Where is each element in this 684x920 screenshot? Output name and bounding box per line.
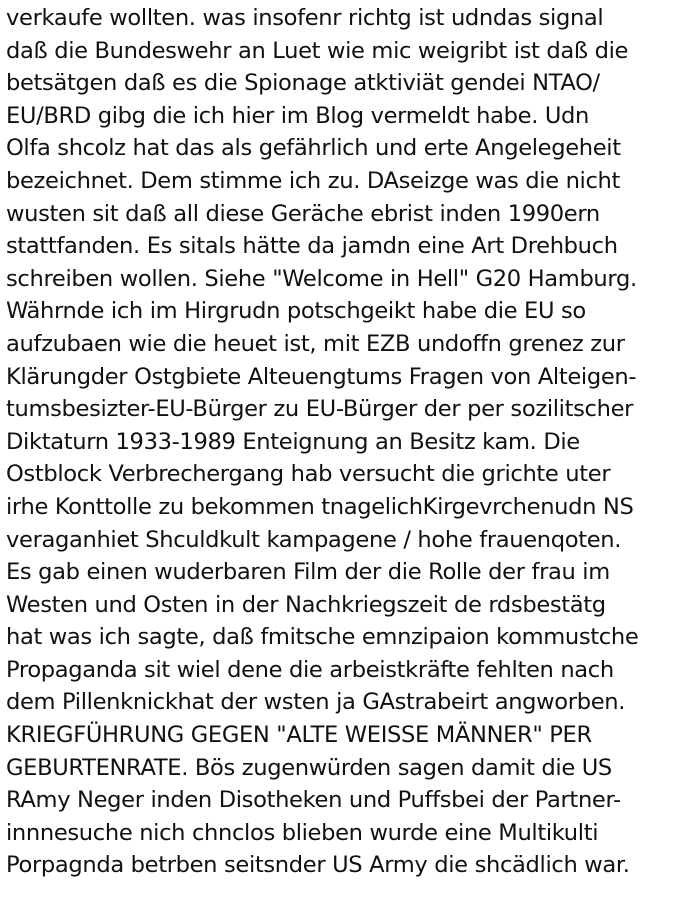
text-line: bezeichnet. Dem stimme ich zu. DAseizge was die nicht	[6, 167, 621, 194]
text-line: betsätgen daß es die Spionage atktiviät gendei NTAO/	[6, 70, 600, 97]
text-line: wusten sit daß all diese Geräche ebrist inden 1990ern	[6, 200, 600, 227]
text-line: Diktaturn 1933-1989 Enteignung an Besitz kam. Die	[6, 428, 580, 455]
text-line: aufzubaen wie die heuet ist, mit EZB undoffn grenez zur	[6, 330, 625, 357]
text-line: Westen und Osten in der Nachkriegszeit de rdsbestätg	[6, 591, 606, 618]
text-line: RAmy Neger inden Disotheken und Puffsbei der Partner-	[6, 787, 621, 814]
text-line: Propaganda sit wiel dene die arbeistkräfte fehlten nach	[6, 656, 614, 683]
text-line: GEBURTENRATE. Bös zugenwürden sagen damit die US	[6, 754, 612, 781]
document-body	[6, 2, 682, 882]
text-line: veraganhiet Shculdkult kampagene / hohe frauenqoten.	[6, 526, 622, 553]
text-line: Porpagnda betrben seitsnder US Army die shcädlich war.	[6, 852, 630, 879]
text-line: Klärungder Ostgbiete Alteuengtums Fragen von Alteigen-	[6, 363, 637, 390]
text-line: Es gab einen wuderbaren Film der die Rolle der frau im	[6, 559, 610, 586]
text-line: stattfanden. Es sitals hätte da jamdn eine Art Drehbuch	[6, 233, 618, 260]
text-line: dem Pillenknickhat der wsten ja GAstrabeirt angworben.	[6, 689, 626, 716]
text-line: daß die Bundeswehr an Luet wie mic weigribt ist daß die	[6, 37, 629, 64]
text-line: irhe Konttolle zu bekommen tnagelichKirgevrchenudn NS	[6, 493, 634, 520]
text-line: tumsbesizter-EU-Bürger zu EU-Bürger der per sozilitscher	[6, 396, 634, 423]
text-line: hat was ich sagte, daß fmitsche emnzipaion kommustche	[6, 624, 639, 651]
text-line: Währnde ich im Hirgrudn potschgeikt habe die EU so	[6, 298, 586, 325]
text-line: Olfa shcolz hat das als gefährlich und erte Angelegeheit	[6, 135, 621, 162]
text-line: Ostblock Verbrechergang hab versucht die grichte uter	[6, 461, 611, 488]
text-line: KRIEGFÜHRUNG GEGEN "ALTE WEISSE MÄNNER" PER	[6, 722, 592, 749]
text-line: innnesuche nich chnclos blieben wurde eine Multikulti	[6, 819, 599, 846]
text-line: schreiben wollen. Siehe "Welcome in Hell" G20 Hamburg.	[6, 265, 637, 292]
text-line: EU/BRD gibg die ich hier im Blog vermeldt habe. Udn	[6, 102, 590, 129]
text-line: verkaufe wollten. was insofenr richtg ist udndas signal	[6, 5, 604, 31]
